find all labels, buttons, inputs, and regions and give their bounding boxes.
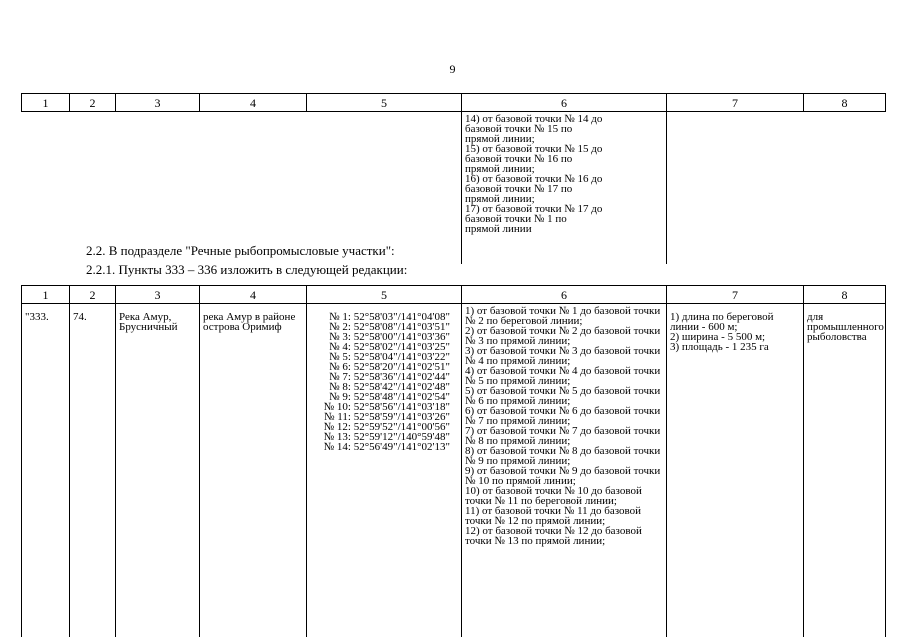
area-location-cell: река Амур в районе острова Оримиф xyxy=(200,304,307,638)
fishing-areas-table xyxy=(21,285,886,637)
column-header: 7 xyxy=(667,286,804,304)
column-header: 5 xyxy=(307,286,462,304)
area-name-cell: Река Амур, Брусничный xyxy=(116,304,200,638)
coordinate-line: № 9: 52°58'48"/141°02'54" xyxy=(329,391,450,403)
boundary-line: 2) от базовой точки № 2 до базовой точки № 3 по прямой линии; xyxy=(465,325,661,347)
boundary-line: 10) от базовой точки № 10 до базовой точки № 11 по береговой линии; xyxy=(465,485,642,507)
table-cell xyxy=(667,112,804,265)
coordinate-line: № 12: 52°59'52"/141°00'56" xyxy=(323,421,450,433)
column-header: 8 xyxy=(804,286,886,304)
coordinate-line: № 11: 52°58'59"/141°03'26" xyxy=(324,411,450,423)
boundary-line: 12) от базовой точки № 12 до базовой точки № 13 по прямой линии; xyxy=(465,525,642,547)
table-cell xyxy=(116,112,200,265)
coordinates-cell xyxy=(307,304,462,638)
size-line: 2) ширина - 5 500 м; xyxy=(670,331,766,343)
table-cell xyxy=(200,112,307,265)
coordinate-line: № 4: 52°58'02"/141°03'25" xyxy=(329,341,450,353)
coordinate-line: № 14: 52°56'49"/141°02'13" xyxy=(323,441,450,453)
boundary-description-cell xyxy=(462,112,667,265)
column-header: 4 xyxy=(200,286,307,304)
item-number-cell: "333. xyxy=(22,304,70,638)
table-cell xyxy=(70,112,116,265)
boundary-line: 16) от базовой точки № 16 до базовой точки № 17 по прямой линии; xyxy=(465,173,603,205)
table-header-row xyxy=(22,286,886,304)
table-header-row xyxy=(22,94,886,112)
column-header: 8 xyxy=(804,94,886,112)
area-size-cell xyxy=(667,304,804,638)
column-header: 3 xyxy=(116,286,200,304)
amendment-subsection-heading: 2.2.1. Пункты 333 – 336 изложить в следующей редакции: xyxy=(86,262,408,277)
continuation-table xyxy=(21,93,886,264)
column-header: 3 xyxy=(116,94,200,112)
coordinate-line: № 8: 52°58'42"/141°02'48" xyxy=(329,381,450,393)
column-header: 5 xyxy=(307,94,462,112)
coordinate-line: № 3: 52°58'00"/141°03'36" xyxy=(329,331,450,343)
table-row xyxy=(22,304,886,638)
boundary-line: 15) от базовой точки № 15 до базовой точки № 16 по прямой линии; xyxy=(465,143,603,175)
coordinate-line: № 10: 52°58'56"/141°03'18" xyxy=(323,401,450,413)
boundary-line: 9) от базовой точки № 9 до базовой точки № 10 по прямой линии; xyxy=(465,465,661,487)
table-cell xyxy=(307,112,462,265)
boundary-line: 8) от базовой точки № 8 до базовой точки № 9 по прямой линии; xyxy=(465,445,661,467)
table-row xyxy=(22,112,886,265)
page-number: 9 xyxy=(449,62,456,76)
coordinate-line: № 5: 52°58'04"/141°03'22" xyxy=(329,351,450,363)
column-header: 2 xyxy=(70,94,116,112)
boundary-description-cell xyxy=(462,304,667,638)
boundary-line: 11) от базовой точки № 11 до базовой точки № 12 по прямой линии; xyxy=(465,505,642,527)
table-cell xyxy=(22,112,70,265)
boundary-line: 4) от базовой точки № 4 до базовой точки № 5 по прямой линии; xyxy=(465,365,661,387)
size-line: 3) площадь - 1 235 га xyxy=(670,341,769,353)
amendment-section-heading: 2.2. В подразделе "Речные рыбопромысловые участки": xyxy=(86,243,395,258)
column-header: 7 xyxy=(667,94,804,112)
coordinate-line: № 7: 52°58'36"/141°02'44" xyxy=(329,371,450,383)
column-header: 1 xyxy=(22,286,70,304)
boundary-line: 3) от базовой точки № 3 до базовой точки № 4 по прямой линии; xyxy=(465,345,661,367)
boundary-line: 1) от базовой точки № 1 до базовой точки № 2 по береговой линии; xyxy=(465,305,661,327)
area-number-cell: 74. xyxy=(70,304,116,638)
column-header: 4 xyxy=(200,94,307,112)
boundary-line: 17) от базовой точки № 17 до базовой точки № 1 по прямой линии xyxy=(465,203,603,235)
column-header: 2 xyxy=(70,286,116,304)
boundary-line: 14) от базовой точки № 14 до базовой точки № 15 по прямой линии; xyxy=(465,113,603,145)
size-line: 1) длина по береговой линии - 600 м; xyxy=(670,311,774,333)
coordinate-line: № 6: 52°58'20"/141°02'51" xyxy=(329,361,450,373)
boundary-line: 6) от базовой точки № 6 до базовой точки № 7 по прямой линии; xyxy=(465,405,661,427)
coordinate-line: № 1: 52°58'03"/141°04'08" xyxy=(329,311,450,323)
boundary-line: 7) от базовой точки № 7 до базовой точки № 8 по прямой линии; xyxy=(465,425,661,447)
column-header: 6 xyxy=(462,286,667,304)
coordinate-line: № 2: 52°58'08"/141°03'51" xyxy=(329,321,450,333)
coordinate-line: № 13: 52°59'12"/140°59'48" xyxy=(323,431,450,443)
column-header: 6 xyxy=(462,94,667,112)
purpose-cell: для промышленного рыболовства xyxy=(804,304,886,638)
table-cell xyxy=(804,112,886,265)
boundary-line: 5) от базовой точки № 5 до базовой точки № 6 по прямой линии; xyxy=(465,385,661,407)
column-header: 1 xyxy=(22,94,70,112)
